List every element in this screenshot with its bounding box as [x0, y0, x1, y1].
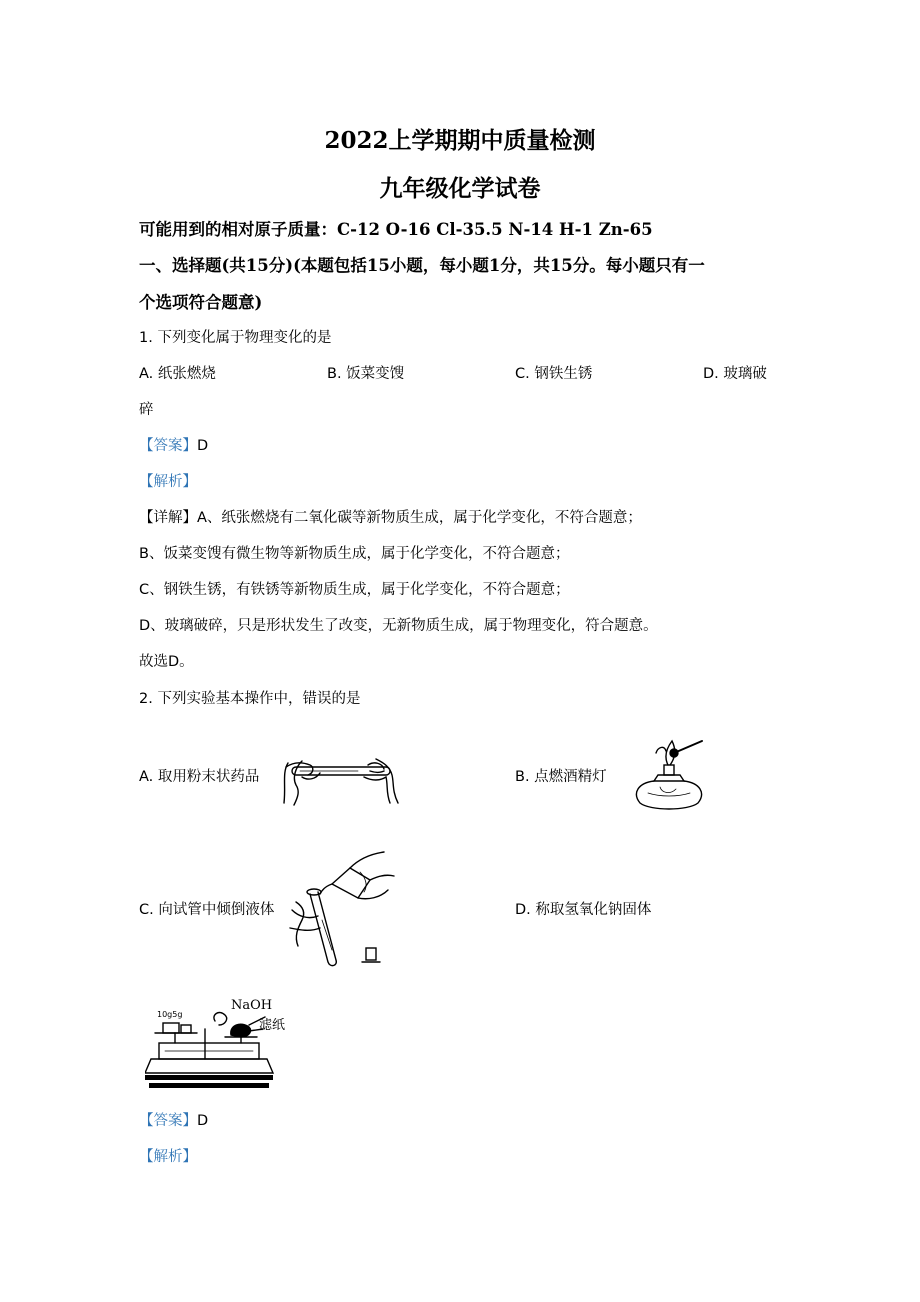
- q1-detail-c: C、钢铁生锈，有铁锈等新物质生成，属于化学变化，不符合题意；: [139, 582, 570, 598]
- q1-option-d-wrap: 碎: [139, 402, 154, 418]
- q1-detail-b: B、饭菜变馊有微生物等新物质生成，属于化学变化，不符合题意；: [139, 546, 570, 562]
- filter-paper-label: 滤纸: [259, 1018, 286, 1033]
- answer-label: 【答案】: [139, 1113, 197, 1129]
- answer-value: D: [197, 1113, 209, 1129]
- naoh-label: NaOH: [231, 998, 273, 1013]
- page-title: 2022上学期期中质量检测: [324, 127, 596, 154]
- detail-a-text: A、纸张燃烧有二氧化碳等新物质生成，属于化学变化，不符合题意；: [197, 510, 642, 526]
- atomic-masses: 可能用到的相对原子质量：C-12 O-16 Cl-35.5 N-14 H-1 Zn-65: [139, 220, 653, 239]
- powder-test-tube-figure: [280, 745, 405, 807]
- q1-detail-d: D、玻璃破碎，只是形状发生了改变，无新物质生成，属于物理变化，符合题意。: [139, 618, 658, 634]
- page-subtitle: 九年级化学试卷: [379, 175, 541, 202]
- alcohol-lamp-figure: [630, 735, 705, 813]
- section-heading-line1: 一、选择题(共15分)(本题包括15小题，每小题1分，共15分。每小题只有一: [139, 256, 705, 275]
- q1-answer: [139, 434, 208, 455]
- q2-stem: 2. 下列实验基本操作中，错误的是: [139, 691, 361, 707]
- answer-value: D: [197, 438, 209, 454]
- balance-naoh-figure: [145, 995, 295, 1090]
- q2-option-b: B. 点燃酒精灯: [515, 769, 607, 785]
- q1-conclusion: 故选D。: [139, 654, 194, 670]
- q1-option-a: A. 纸张燃烧: [139, 366, 216, 382]
- q2-analysis-label: 【解析】: [139, 1149, 197, 1165]
- q2-option-a: A. 取用粉末状药品: [139, 769, 260, 785]
- q2-answer: [139, 1109, 208, 1130]
- q1-analysis-label: 【解析】: [139, 474, 197, 490]
- q1-option-c: C. 钢铁生锈: [515, 366, 593, 382]
- balance-weights-label: 10g5g: [157, 1010, 183, 1019]
- answer-label: 【答案】: [139, 438, 197, 454]
- q1-stem: 1. 下列变化属于物理变化的是: [139, 330, 332, 346]
- pouring-liquid-figure: [288, 850, 398, 972]
- detail-label: 【详解】: [139, 510, 197, 526]
- q1-option-d: D. 玻璃破: [703, 366, 767, 382]
- q2-option-d: D. 称取氢氧化钠固体: [515, 902, 652, 918]
- q2-option-c: C. 向试管中倾倒液体: [139, 902, 275, 918]
- section-heading-line2: 个选项符合题意): [139, 293, 263, 312]
- q1-detail-a: [139, 506, 642, 527]
- q1-option-b: B. 饭菜变馊: [327, 366, 405, 382]
